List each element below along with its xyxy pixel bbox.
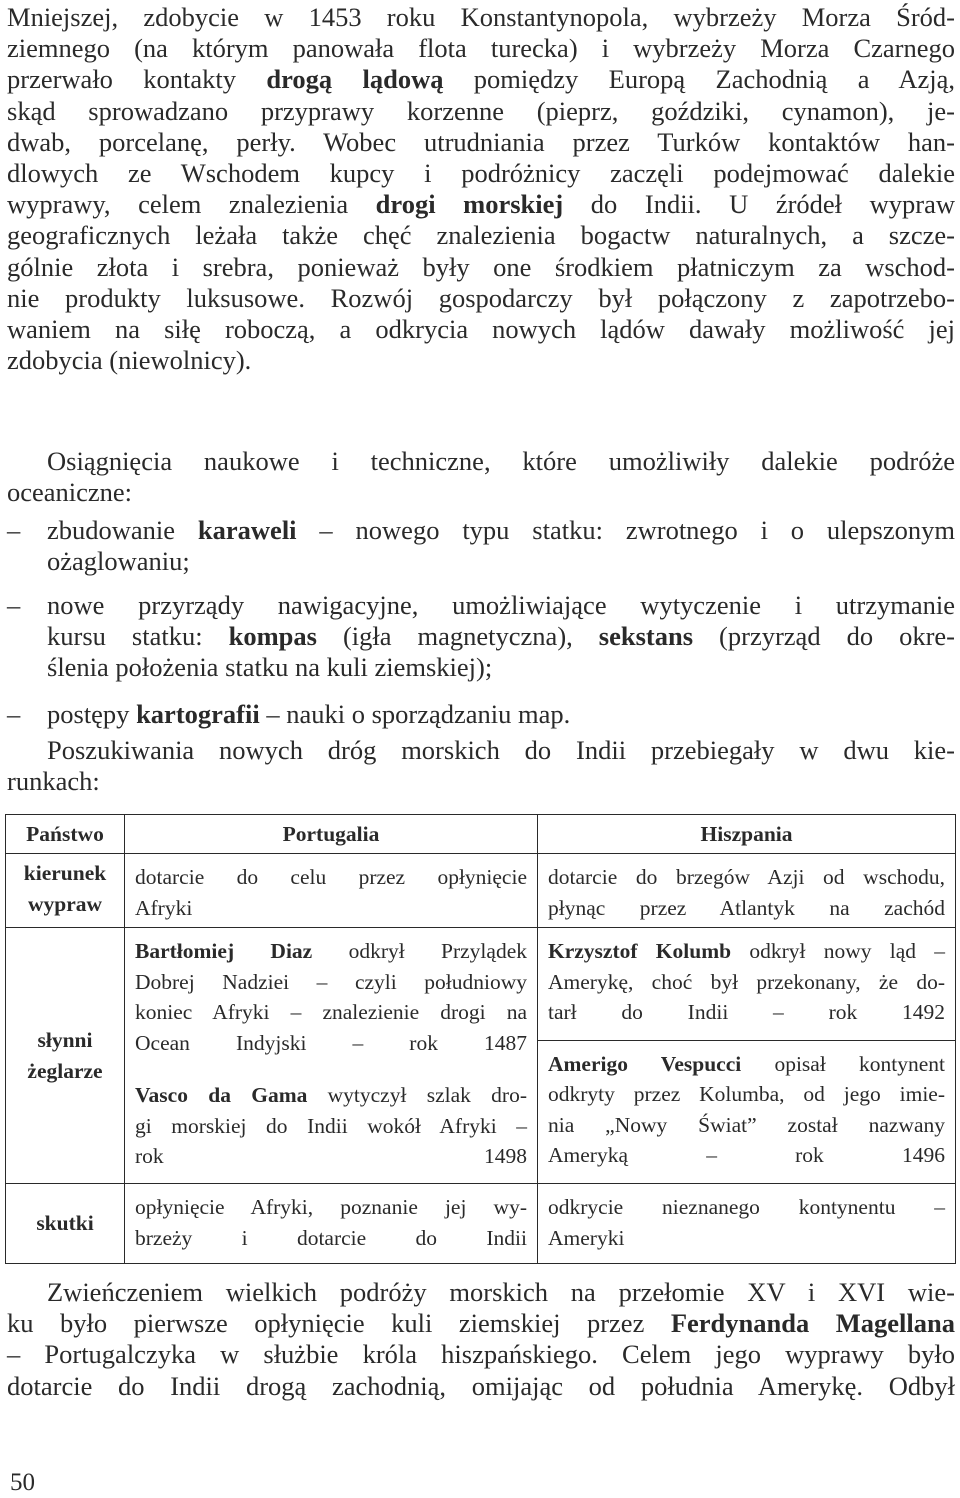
text-line: postępy kartografii – nauki o sporządzaniu map. [47,699,571,729]
cell-spain-effects: odkrycie nieznanego kontynentu – Ameryki [538,1184,956,1264]
bold-term: drogi morskiej [375,189,564,220]
text-line: Mniejszej, zdobycie w 1453 roku Konstantynopola, wybrzeży Morza Śród- [7,2,955,32]
bold-name: Bartłomiej Diaz [135,939,313,963]
table-row-direction [6,854,956,928]
dash-bullet: – [7,590,21,620]
cell-portugal-direction: dotarcie do celu przez opłynięcie Afryki [125,854,538,928]
text-line: waniem na siłę roboczą, a odkrycia nowych lądów dawały możliwość jej [7,314,955,345]
list-item-navigation [7,590,955,684]
text-line: – Portugalczyka w służbie króla hiszpańskiego. Celem jego wyprawy było [7,1339,955,1370]
text-line: gólnie złota i srebra, ponieważ były one środkiem płatniczym za wschod- [7,251,955,282]
paragraph-achievements [7,446,955,508]
bold-term: sekstans [598,621,694,652]
text-line: zbudowanie karaweli – nowego typu statku: zwrotnego i o ulepszonym [47,515,955,545]
row-label-effects: skutki [6,1184,125,1264]
text-line: zdobycia (niewolnicy). [7,345,252,376]
text-line: dwab, porcelanę, perły. Wobec utrudniania przez Turków kontaktów han- [7,126,955,157]
table-row-effects [6,1184,956,1264]
dash-bullet: – [7,515,21,545]
table-row-sailors [6,928,956,1184]
table-header-row [6,815,956,854]
text-line: Osiągnięcia naukowe i techniczne, które umożliwiły dalekie podróże [47,446,955,476]
bold-term: karaweli [197,515,297,545]
cell-spain-direction: dotarcie do brzegów Azji od wschodu, płynąc przez Atlantyk na zachód [538,854,956,928]
bold-name: Vasco da Gama [135,1083,308,1107]
text-line: dlowych ze Wschodem kupcy i podróżnicy zaczęli podejmować dalekie [7,158,955,189]
paragraph-magellan [7,1277,955,1402]
text-line: ślenia położenia statku na kuli ziemskiej); [47,652,493,683]
text-line: dotarcie do Indii drogą zachodnią, omijając od południa Amerykę. Odbył [7,1370,955,1401]
cell-portugal-effects: opłynięcie Afryki, poznanie jej wy- brzeży i dotarcie do Indii [125,1184,538,1264]
bold-term: drogą lądową [266,64,444,95]
paragraph-directions [7,735,955,797]
bold-term: Ferdynanda Magellana [670,1308,955,1339]
header-portugal: Portugalia [125,815,538,854]
bold-name: Krzysztof Kolumb [548,939,732,963]
text-line: geograficznych leżała także chęć znalezienia bogactw naturalnych, a szcze- [7,220,955,251]
text-line: ziemnego (na którym panowała flota turecka) i wybrzeży Morza Czarnego [7,33,955,64]
text-line: nie produkty luksusowe. Rozwój gospodarczy był połączony z zapotrzebo- [7,282,955,313]
cell-spain-sailors: Krzysztof Kolumb odkrył nowy ląd – Amerykę, choć był przekonany, że do- tarł do Indii – rok 1492 Amerigo Vespucci opisał kontynent odkryty przez Kolumba, od jego imie- nia „Nowy Świat” został nazwany Ameryką – rok 1496 [538,928,956,1184]
text-line: ożaglowaniu; [47,546,190,577]
paragraph-trade-routes [7,2,955,376]
cell-portugal-sailors: Bartłomiej Diaz odkrył Przylądek Dobrej Nadziei – czyli południowy koniec Afryki – znalezienie drogi na Ocean Indyjski – rok 1487 Vasco da Gama wytyczył szlak dro- gi morskiej do Indii wokół Afryki – rok 1498 [125,928,538,1184]
bold-term: kompas [228,621,317,652]
text-line: przerwało kontakty drogą lądową pomiędzy Europą Zachodnią a Azją, [7,64,955,95]
text-line: wyprawy, celem znalezienia drogi morskiej do Indii. U źródeł wypraw [7,189,955,220]
text-line: kursu statku: kompas (igła magnetyczna), sekstans (przyrząd do okre- [47,621,955,652]
header-country: Państwo [6,815,125,854]
expeditions-table [5,814,956,1264]
text-line: skąd sprowadzano przyprawy korzenne (pieprz, goździki, cynamon), je- [7,95,955,126]
header-spain: Hiszpania [538,815,956,854]
list-item-caravel [7,515,955,577]
row-label-sailors: słynni żeglarze [6,928,125,1184]
text-line: ku było pierwsze opłynięcie kuli ziemskiej przez Ferdynanda Magellana [7,1308,955,1339]
text-line: Zwieńczeniem wielkich podróży morskich na przełomie XV i XVI wie- [47,1277,955,1307]
page-number: 50 [10,1469,35,1496]
row-label-direction: kierunek wypraw [6,854,125,928]
text-line: nowe przyrządy nawigacyjne, umożliwiające wytyczenie i utrzymanie [47,590,955,620]
list-item-cartography [7,699,955,730]
bold-name: Amerigo Vespucci [548,1051,742,1076]
text-line: oceaniczne: [7,477,133,508]
bold-term: kartografii [136,699,260,729]
text-line: Poszukiwania nowych dróg morskich do Indii przebiegały w dwu kie- [47,735,955,765]
dash-bullet: – [7,699,21,729]
text-line: runkach: [7,766,100,797]
